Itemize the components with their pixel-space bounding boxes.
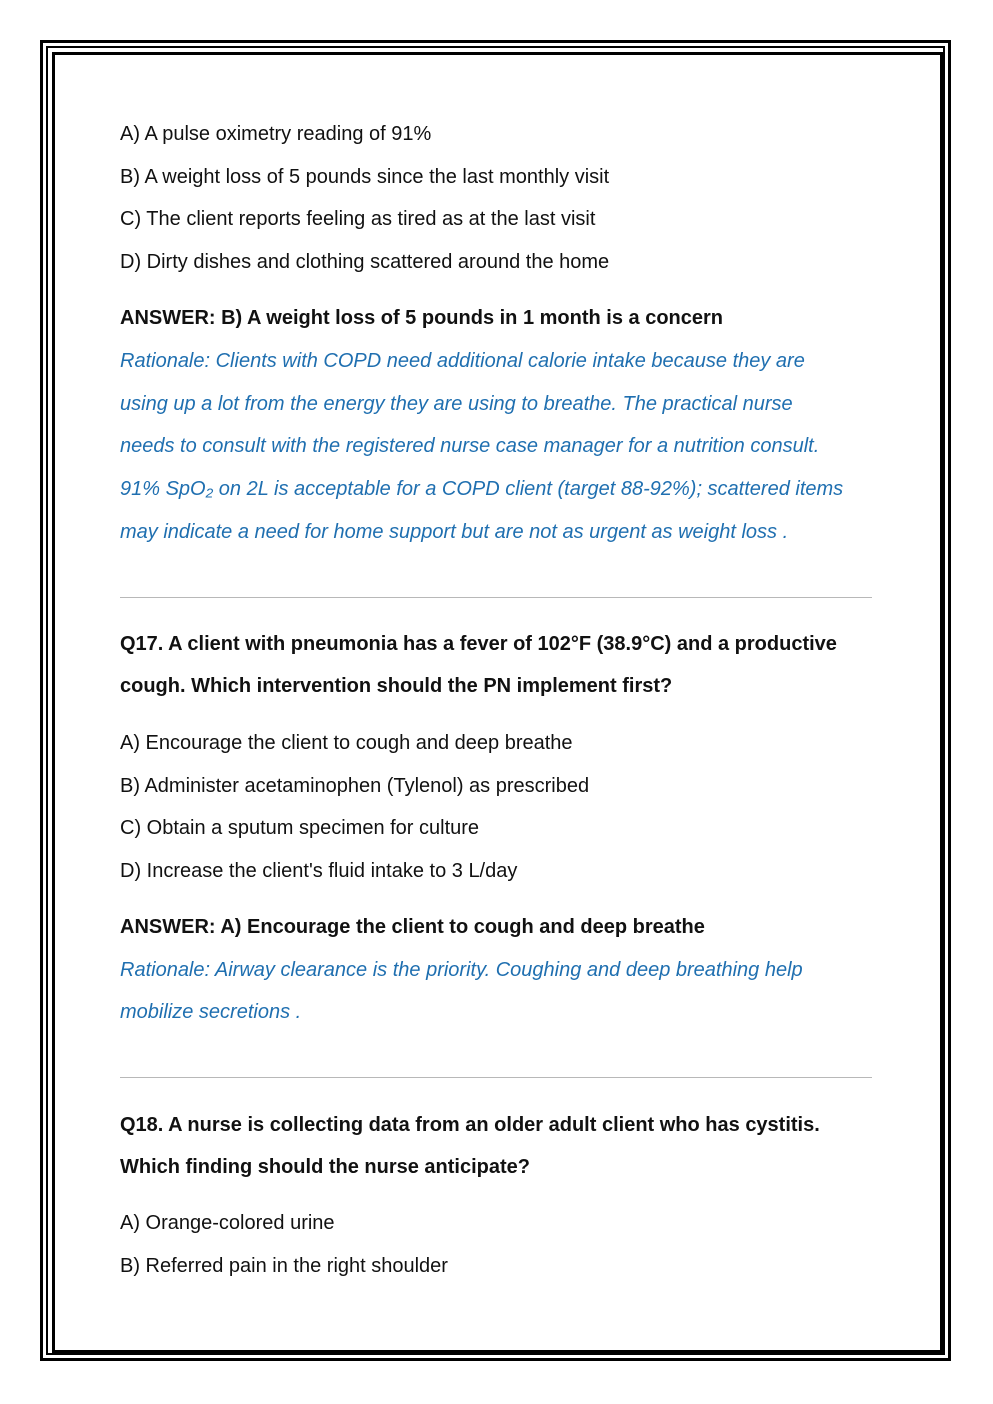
q17-question-line: Q17. A client with pneumonia has a fever of 102°F (38.9°C) and a productive	[120, 633, 837, 655]
prev-option-b: B) A weight loss of 5 pounds since the last monthly visit	[120, 166, 610, 188]
q18-option-b: B) Referred pain in the right shoulder	[120, 1255, 448, 1277]
q18-question-line: Q18. A nurse is collecting data from an older adult client who has cystitis.	[120, 1114, 820, 1136]
prev-rationale-line: may indicate a need for home support but are not as urgent as weight loss .	[120, 521, 789, 543]
prev-rationale-line: using up a lot from the energy they are using to breathe. The practical nurse	[120, 393, 793, 415]
q17-option-b: B) Administer acetaminophen (Tylenol) as prescribed	[120, 775, 590, 797]
q17-rationale-line: mobilize secretions .	[120, 1001, 302, 1023]
prev-rationale-line: needs to consult with the registered nurse case manager for a nutrition consult.	[120, 435, 820, 457]
prev-option-c: C) The client reports feeling as tired as at the last visit	[120, 208, 596, 230]
q17-question-line: cough. Which intervention should the PN implement first?	[120, 675, 673, 697]
q17-option-c: C) Obtain a sputum specimen for culture	[120, 817, 480, 839]
q17-rationale-line: Rationale: Airway clearance is the priority. Coughing and deep breathing help	[120, 959, 803, 981]
q17-answer: ANSWER: A) Encourage the client to cough and deep breathe	[120, 916, 705, 938]
q17-option-a: A) Encourage the client to cough and deep breathe	[120, 732, 573, 754]
section-divider	[120, 597, 872, 598]
prev-rationale-line: Rationale: Clients with COPD need additional calorie intake because they are	[120, 350, 805, 372]
prev-answer: ANSWER: B) A weight loss of 5 pounds in 1 month is a concern	[120, 307, 723, 329]
q18-option-a: A) Orange-colored urine	[120, 1212, 335, 1234]
section-divider	[120, 1077, 872, 1078]
q17-option-d: D) Increase the client's fluid intake to 3 L/day	[120, 860, 518, 882]
q18-question-line: Which finding should the nurse anticipate?	[120, 1156, 530, 1178]
prev-option-d: D) Dirty dishes and clothing scattered around the home	[120, 251, 610, 273]
prev-option-a: A) A pulse oximetry reading of 91%	[120, 123, 432, 145]
prev-rationale-line: 91% SpO₂ on 2L is acceptable for a COPD client (target 88-92%); scattered items	[120, 478, 844, 500]
